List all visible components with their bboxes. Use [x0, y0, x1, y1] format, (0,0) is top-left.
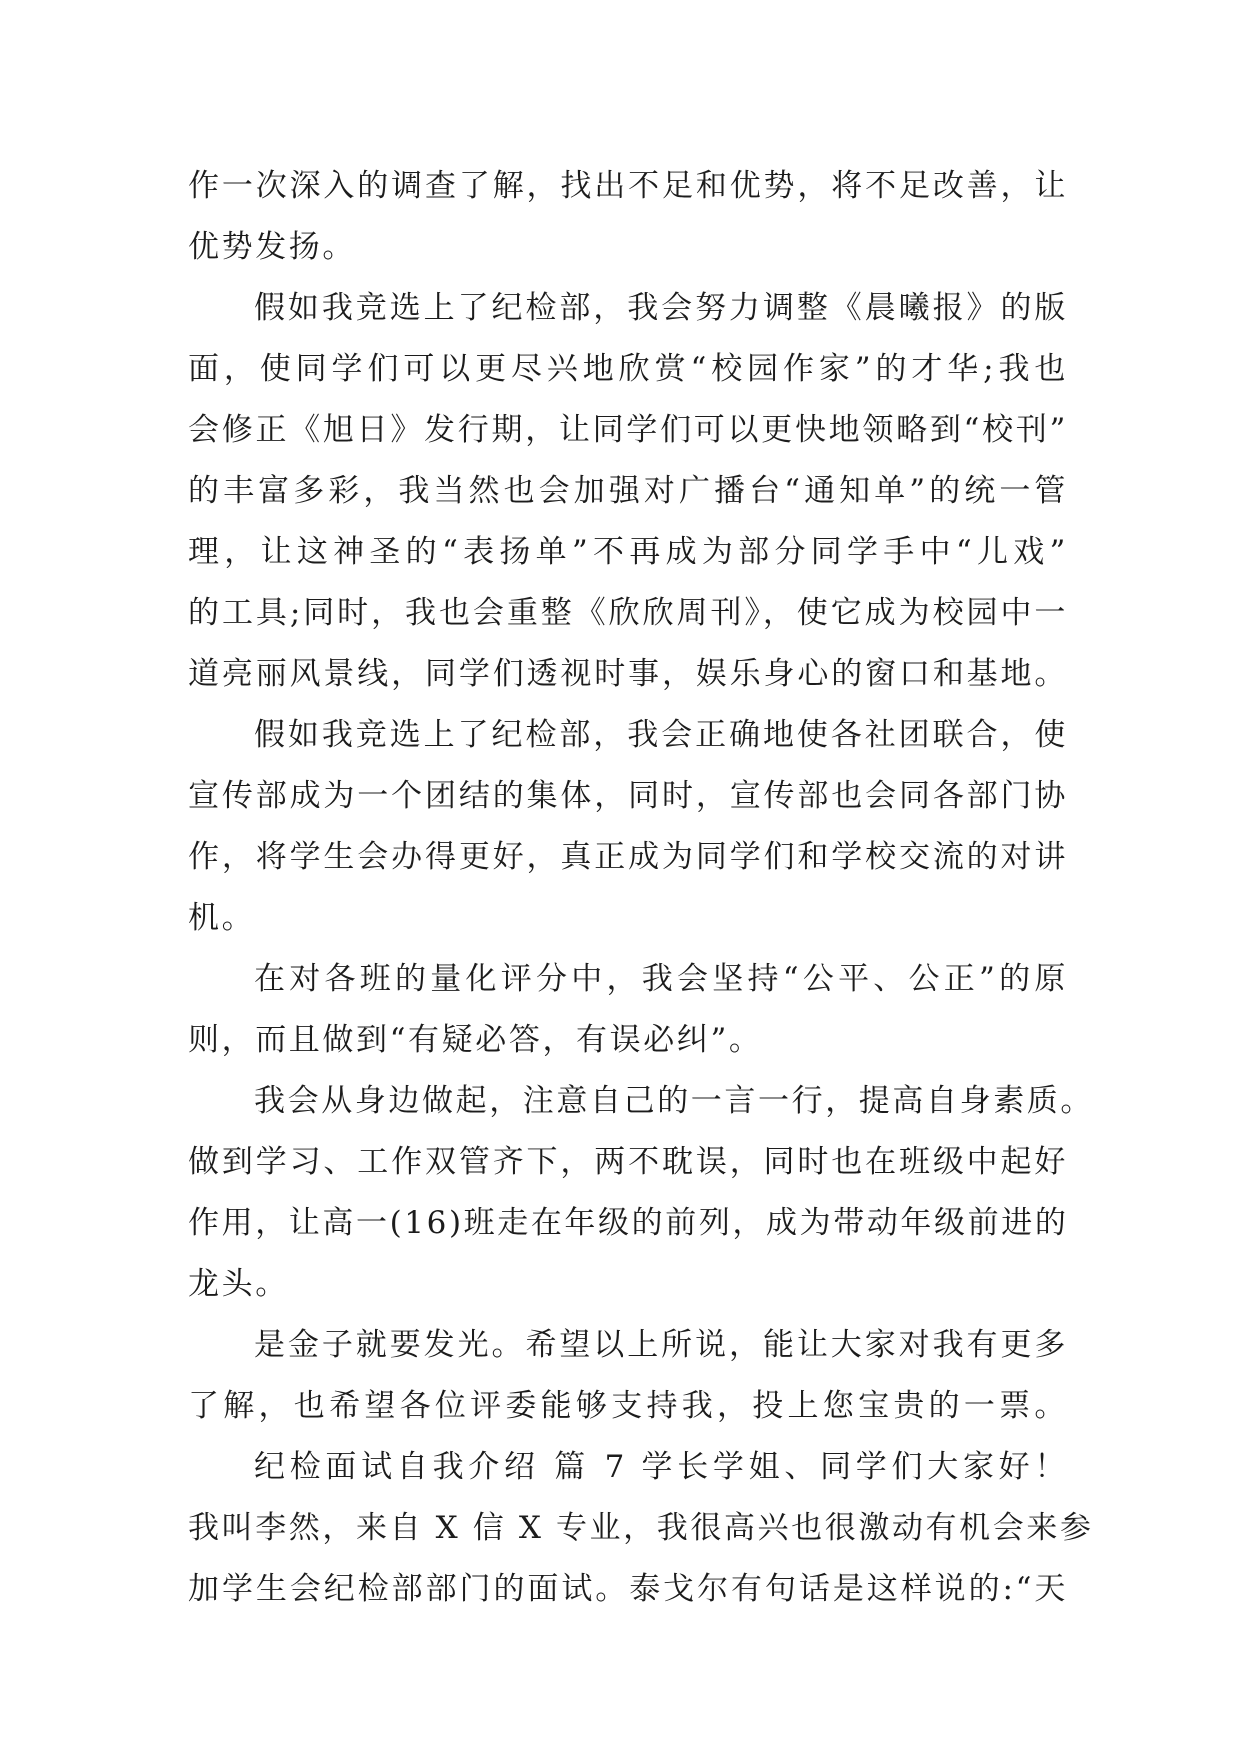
text-line: 会修正《旭日》发行期，让同学们可以更快地领略到“校刊”	[188, 412, 1068, 448]
text-line: 面，使同学们可以更尽兴地欣赏“校园作家”的才华;我也	[188, 351, 1068, 387]
text-line: 理，让这神圣的“表扬单”不再成为部分同学手中“儿戏”	[188, 534, 1068, 570]
text-line: 则，而且做到“有疑必答，有误必纠”。	[188, 1022, 763, 1058]
text-line: 龙头。	[188, 1266, 289, 1302]
text-line: 的丰富多彩，我当然也会加强对广播台“通知单”的统一管	[188, 473, 1068, 509]
text-line: 假如我竞选上了纪检部，我会努力调整《晨曦报》的版	[254, 290, 1068, 326]
text-line: 纪检面试自我介绍 篇 7 学长学姐、同学们大家好！	[254, 1449, 1068, 1485]
text-line: 宣传部成为一个团结的集体，同时，宣传部也会同各部门协	[188, 778, 1068, 814]
text-line: 机。	[188, 900, 256, 936]
text-line: 做到学习、工作双管齐下，两不耽误，同时也在班级中起好	[188, 1144, 1068, 1180]
text-line: 我会从身边做起，注意自己的一言一行，提高自身素质。	[254, 1083, 1094, 1119]
text-line: 在对各班的量化评分中，我会坚持“公平、公正”的原	[254, 961, 1068, 997]
text-line: 加学生会纪检部部门的面试。泰戈尔有句话是这样说的:“天	[188, 1571, 1068, 1607]
body-text	[188, 156, 1094, 1620]
text-line: 作一次深入的调查了解，找出不足和优势，将不足改善，让	[188, 168, 1068, 204]
text-line: 优势发扬。	[188, 229, 356, 265]
text-line: 我叫李然，来自 X 信 X 专业，我很高兴也很激动有机会来参	[188, 1510, 1094, 1546]
text-line: 了解，也希望各位评委能够支持我，投上您宝贵的一票。	[188, 1388, 1068, 1424]
text-line: 的工具;同时，我也会重整《欣欣周刊》，使它成为校园中一	[188, 595, 1068, 631]
text-line: 作用，让高一(16)班走在年级的前列，成为带动年级前进的	[188, 1205, 1069, 1241]
text-line: 作，将学生会办得更好，真正成为同学们和学校交流的对讲	[188, 839, 1068, 875]
text-line: 道亮丽风景线，同学们透视时事，娱乐身心的窗口和基地。	[188, 656, 1068, 692]
text-line: 是金子就要发光。希望以上所说，能让大家对我有更多	[254, 1327, 1068, 1363]
text-line: 假如我竞选上了纪检部，我会正确地使各社团联合，使	[254, 717, 1068, 753]
